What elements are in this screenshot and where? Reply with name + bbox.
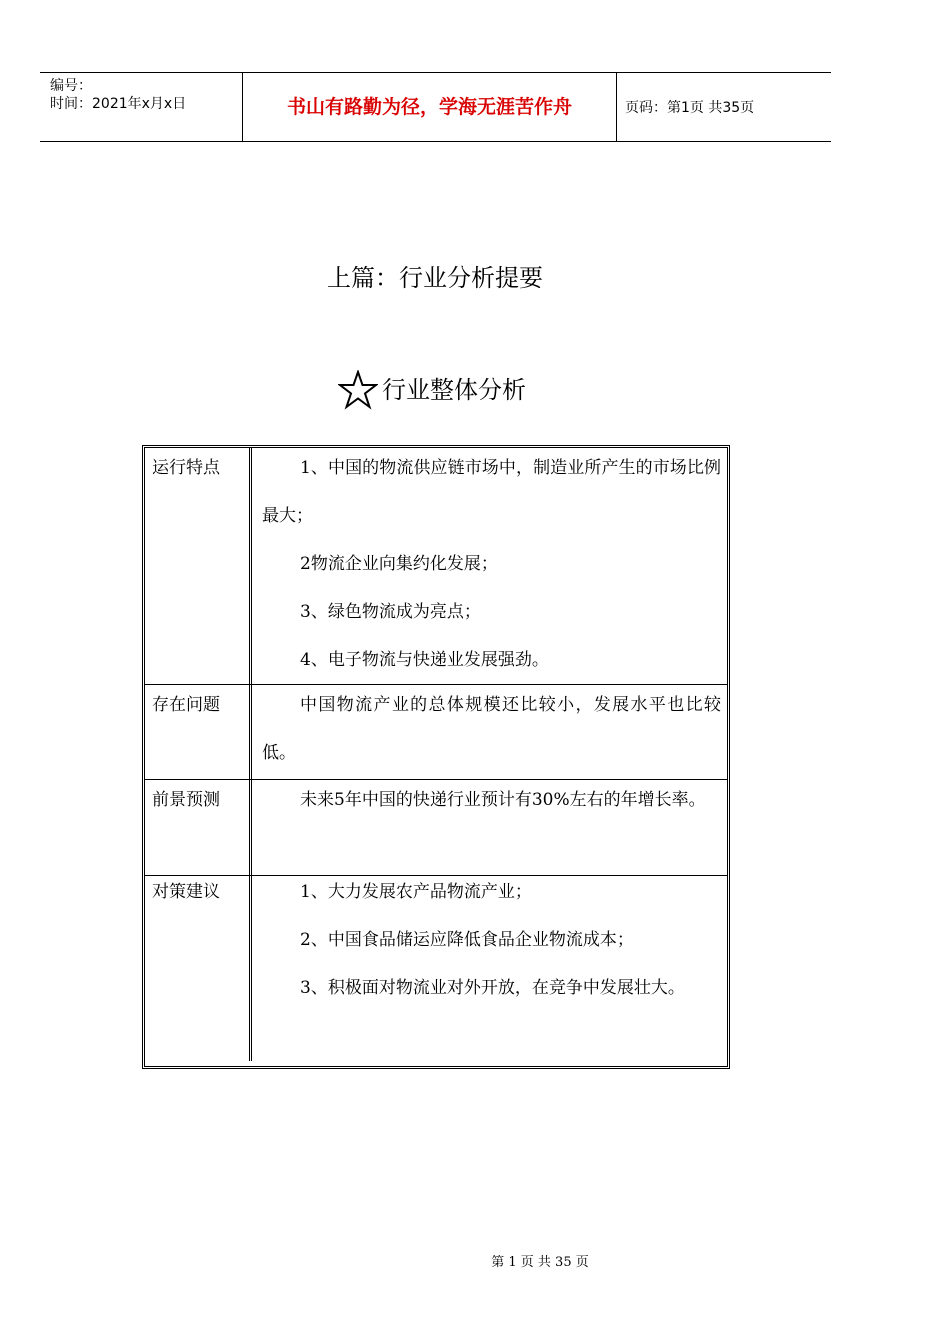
row-label: 对策建议 [152,882,220,902]
row-content [262,776,721,824]
row-content [262,681,721,777]
row-label: 存在问题 [152,695,220,715]
page-header [40,72,831,142]
column-divider [249,780,255,875]
section-title: 行业整体分析 [382,376,526,404]
row-content [262,868,721,1012]
content-paragraph: 1、中国的物流供应链市场中，制造业所产生的市场比例最大； [262,458,721,526]
document-number-label: 编号： [50,78,92,94]
column-divider [249,685,255,779]
content-paragraph: 中国物流产业的总体规模还比较小，发展水平也比较低。 [262,695,721,763]
document-time-label: 时间：2021年x月x日 [50,96,187,112]
row-content [262,444,721,684]
row-label: 运行特点 [152,458,220,478]
section-heading [338,368,526,412]
content-paragraph: 1、大力发展农产品物流产业； [300,882,532,902]
table-row [145,684,727,779]
content-paragraph: 4、电子物流与快递业发展强劲。 [300,650,549,670]
column-divider [249,448,255,684]
content-paragraph: 3、积极面对物流业对外开放，在竞争中发展壮大。 [300,978,685,998]
table-row [145,779,727,875]
header-page-info: 页码：第1页 共35页 [625,100,755,116]
page-title: 上篇：行业分析提要 [327,264,543,292]
table-row [145,448,727,684]
content-paragraph: 未来5年中国的快递行业预计有30%左右的年增长率。 [300,790,706,810]
content-paragraph: 2、中国食品储运应降低食品企业物流成本； [300,930,634,950]
header-motto: 书山有路勤为径，学海无涯苦作舟 [286,96,572,118]
star-outline-icon [338,370,378,410]
header-motto-cell [242,73,617,141]
content-paragraph: 2物流企业向集约化发展； [300,554,498,574]
column-divider [249,876,255,1061]
header-page-cell [616,73,831,141]
content-paragraph: 3、绿色物流成为亮点； [300,602,481,622]
row-label: 前景预测 [152,790,220,810]
analysis-table [142,445,730,1069]
header-meta-cell [40,73,242,141]
page-footer: 第 1 页 共 35 页 [491,1255,589,1270]
table-row [145,875,727,1061]
